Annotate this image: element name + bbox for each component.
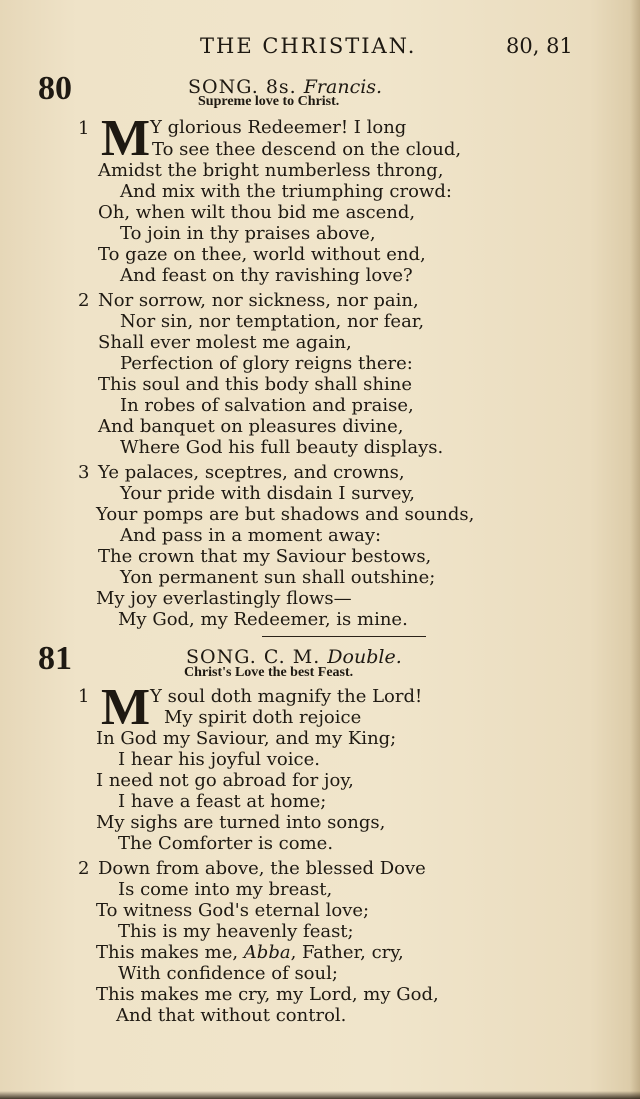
verse-line: My spirit doth rejoice (164, 707, 362, 728)
verse-line: Oh, when wilt thou bid me ascend, (98, 202, 416, 223)
verse-line: To join in thy praises above, (120, 223, 376, 244)
verse-line: Ye palaces, sceptres, and crowns, (98, 462, 405, 483)
verse-line: To witness God's eternal love; (96, 900, 370, 921)
verse-line: Y glorious Redeemer! I long (150, 117, 407, 138)
song-tune: Double. (327, 646, 402, 668)
verse-line: Down from above, the blessed Dove (98, 858, 426, 879)
verse-number: 1 (78, 686, 90, 707)
verse-line: Your pride with disdain I survey, (120, 483, 415, 504)
verse-line: I hear his joyful voice. (118, 749, 320, 770)
verse-line: Nor sorrow, nor sickness, nor pain, (98, 290, 419, 311)
hymn-number: 81 (38, 640, 72, 677)
verse-line: And that without control. (116, 1005, 347, 1026)
verse-line: In God my Saviour, and my King; (96, 728, 397, 749)
verse-line: My sighs are turned into songs, (96, 812, 386, 833)
song-meter: 8s. (265, 76, 297, 98)
verse-line: And feast on thy ravishing love? (120, 265, 413, 286)
verse-number: 1 (78, 118, 90, 139)
verse-line: In robes of salvation and praise, (120, 395, 414, 416)
verse-line: And mix with the triumphing crowd: (120, 181, 452, 202)
page-edge (630, 0, 640, 1099)
verse-line: Y soul doth magnify the Lord! (150, 686, 423, 707)
verse-line: I need not go abroad for joy, (96, 770, 354, 791)
song-meter: C. M. (263, 646, 321, 668)
verse-line-with-italic (96, 942, 404, 963)
running-header-page-numbers: 80, 81 (506, 34, 573, 58)
verse-line: This soul and this body shall shine (98, 374, 412, 395)
verse-line: Nor sin, nor temptation, nor fear, (120, 311, 425, 332)
song-label: SONG. (186, 646, 257, 668)
verse-line: My God, my Redeemer, is mine. (118, 609, 408, 630)
verse-number: 2 (78, 858, 90, 879)
song-tune: Francis. (303, 76, 383, 98)
verse-number: 3 (78, 462, 90, 483)
italic-word: Abba (243, 942, 291, 963)
verse-line: Where God his full beauty displays. (120, 437, 444, 458)
verse-number: 2 (78, 290, 90, 311)
drop-cap: M (101, 110, 151, 167)
running-header-title: THE CHRISTIAN. (200, 34, 417, 58)
song-label: SONG. (188, 76, 259, 98)
verse-line: The crown that my Saviour bestows, (98, 546, 432, 567)
verse-line: Shall ever molest me again, (98, 332, 352, 353)
song-subtitle: Christ's Love the best Feast. (184, 665, 354, 680)
page-bottom-shadow (0, 1091, 640, 1099)
verse-line: Is come into my breast, (118, 879, 333, 900)
verse-line: And pass in a moment away: (120, 525, 382, 546)
verse-line-start: This makes me, (96, 942, 244, 963)
verse-line: To see thee descend on the cloud, (152, 139, 462, 160)
verse-line: The Comforter is come. (118, 833, 334, 854)
verse-line: This is my heavenly feast; (118, 921, 354, 942)
verse-line-end: , Father, cry, (290, 942, 404, 963)
section-divider (262, 636, 426, 637)
verse-line: This makes me cry, my Lord, my God, (96, 984, 439, 1005)
verse-line: Perfection of glory reigns there: (120, 353, 413, 374)
verse-line: To gaze on thee, world without end, (98, 244, 426, 265)
hymn-number: 80 (38, 70, 72, 107)
verse-line: Your pomps are but shadows and sounds, (96, 504, 475, 525)
verse-line: Yon permanent sun shall outshine; (120, 567, 436, 588)
verse-line: My joy everlastingly flows— (96, 588, 352, 609)
verse-line: And banquet on pleasures divine, (98, 416, 404, 437)
verse-line: Amidst the bright numberless throng, (98, 160, 444, 181)
verse-line: With confidence of soul; (118, 963, 338, 984)
song-subtitle: Supreme love to Christ. (198, 94, 340, 109)
drop-cap: M (101, 679, 151, 736)
verse-line: I have a feast at home; (118, 791, 327, 812)
